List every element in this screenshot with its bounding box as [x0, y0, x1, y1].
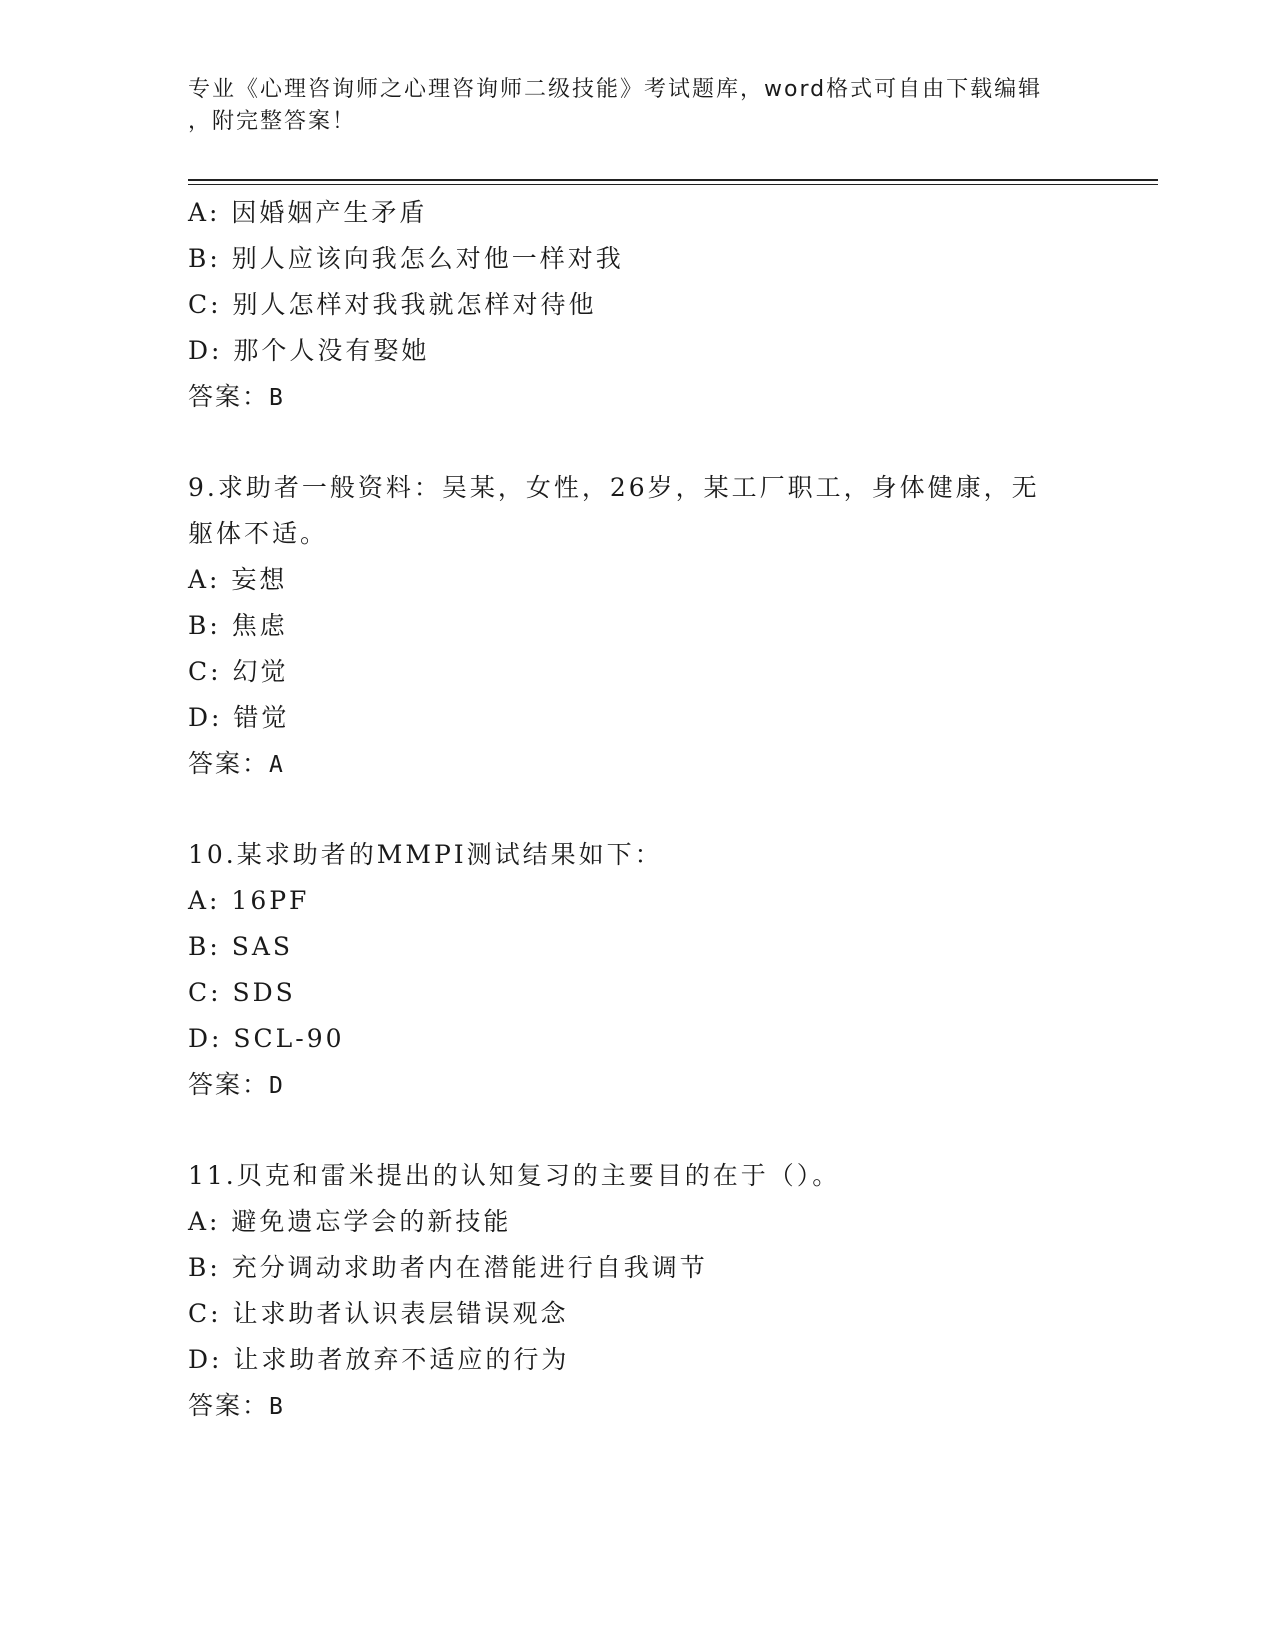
answer-value: B	[269, 1394, 285, 1420]
header-divider-thin	[188, 184, 1158, 185]
question-stem-continued: 躯体不适。	[188, 519, 329, 548]
answer-label: 答案：	[188, 382, 270, 411]
question-stem: 9.求助者一般资料：吴某，女性，26岁，某工厂职工，身体健康，无	[188, 473, 1040, 502]
option-b: B: 充分调动求助者内在潜能进行自我调节	[188, 1253, 708, 1282]
answer-value: B	[269, 385, 285, 411]
option-a: A: 因婚姻产生矛盾	[188, 198, 428, 227]
answer-line	[188, 1062, 1088, 1109]
option-c: C: 幻觉	[188, 657, 289, 686]
option-c: C: 别人怎样对我我就怎样对待他	[188, 290, 597, 319]
answer-line	[188, 374, 1088, 421]
question-9	[188, 465, 1088, 788]
answer-value: A	[269, 752, 285, 778]
option-d: D: 让求助者放弃不适应的行为	[188, 1345, 570, 1374]
question-stem: 11.贝克和雷米提出的认知复习的主要目的在于（）。	[188, 1161, 841, 1190]
option-d: D: 错觉	[188, 703, 290, 732]
option-c: C: 让求助者认识表层错误观念	[188, 1299, 569, 1328]
option-d: D: SCL-90	[188, 1024, 345, 1053]
option-c: C: SDS	[188, 978, 296, 1007]
answer-line	[188, 741, 1088, 788]
question-gap	[188, 1109, 1088, 1153]
option-b: B: SAS	[188, 932, 294, 961]
answer-label: 答案：	[188, 749, 270, 778]
header-line-2: ，附完整答案！	[188, 109, 357, 134]
question-gap	[188, 421, 1088, 465]
header-divider-thick	[188, 179, 1158, 181]
option-d: D: 那个人没有娶她	[188, 336, 430, 365]
question-8	[188, 190, 1088, 421]
document-header	[188, 74, 1068, 138]
answer-value: D	[269, 1073, 285, 1099]
answer-label: 答案：	[188, 1070, 270, 1099]
question-gap	[188, 788, 1088, 832]
question-stem: 10.某求助者的MMPI测试结果如下：	[188, 840, 663, 869]
option-a: A: 16PF	[188, 886, 310, 915]
answer-label: 答案：	[188, 1391, 270, 1420]
option-b: B: 别人应该向我怎么对他一样对我	[188, 244, 624, 273]
option-b: B: 焦虑	[188, 611, 288, 640]
question-10	[188, 832, 1088, 1109]
header-line-1: 专业《心理咨询师之心理咨询师二级技能》考试题库，word格式可自由下载编辑	[188, 77, 1043, 102]
option-a: A: 避免遗忘学会的新技能	[188, 1207, 512, 1236]
option-a: A: 妄想	[188, 565, 288, 594]
question-list	[188, 190, 1088, 1430]
question-11	[188, 1153, 1088, 1430]
answer-line	[188, 1383, 1088, 1430]
